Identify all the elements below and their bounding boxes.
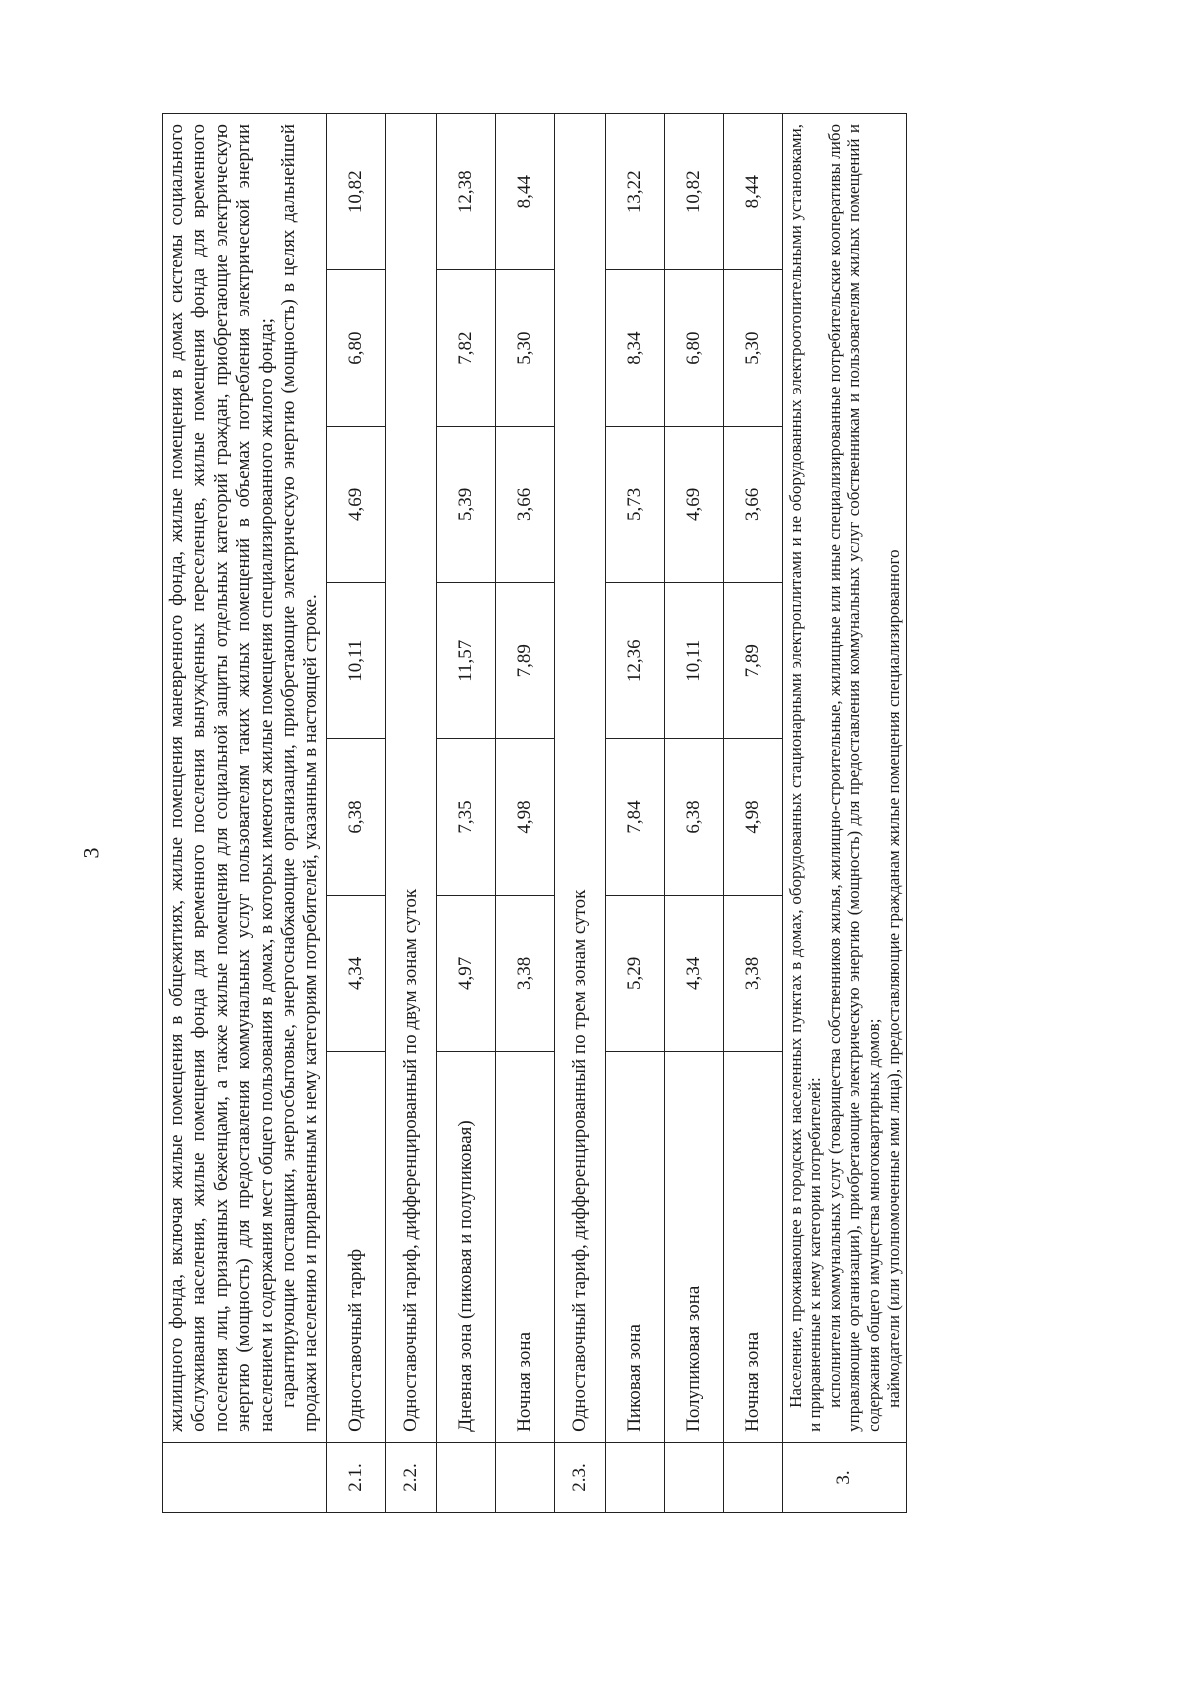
- row-value: 4,34: [326, 895, 385, 1051]
- section-3-paragraph-1: Население, проживающее в городских населенных пунктах в домах, оборудованных стационарными электроплитами и не оборудованных электроотопительными установками, и приравненные к нему категории потребителей:: [785, 124, 825, 1432]
- section-header: Одноставочный тариф, дифференцированный по трем зонам суток: [554, 114, 605, 1443]
- row-value: 4,34: [664, 895, 723, 1051]
- row-number: 2.1.: [326, 1442, 385, 1512]
- row-value: 5,30: [495, 270, 554, 426]
- row-value: 4,69: [326, 426, 385, 582]
- row-value: 7,89: [495, 583, 554, 739]
- section-header: Одноставочный тариф, дифференцированный по двум зонам суток: [385, 114, 436, 1443]
- row-value: 4,98: [495, 739, 554, 895]
- intro-text-cell: [163, 114, 327, 1443]
- intro-num-cell: [163, 1442, 327, 1512]
- row-value: 3,38: [723, 895, 782, 1051]
- row-value: 4,98: [723, 739, 782, 895]
- row-name: Ночная зона: [495, 1052, 554, 1443]
- row-value: 5,29: [605, 895, 664, 1051]
- table-row-section-3: [782, 114, 906, 1513]
- row-name: Пиковая зона: [605, 1052, 664, 1443]
- row-name: Полупиковая зона: [664, 1052, 723, 1443]
- tariff-table: [162, 113, 907, 1513]
- row-value: 10,82: [664, 114, 723, 270]
- row-value: 3,38: [495, 895, 554, 1051]
- rotated-table-wrapper: [162, 113, 1162, 1513]
- table-row: [605, 114, 664, 1513]
- row-value: 5,39: [436, 426, 495, 582]
- row-number: [723, 1442, 782, 1512]
- table-row-section-header: [554, 114, 605, 1513]
- row-value: 5,30: [723, 270, 782, 426]
- row-value: 8,44: [495, 114, 554, 270]
- row-number: [436, 1442, 495, 1512]
- page-number: 3: [78, 847, 104, 859]
- table-row-intro: [163, 114, 327, 1513]
- row-value: 5,73: [605, 426, 664, 582]
- section-3-paragraph-2: исполнители коммунальных услуг (товарищества собственников жилья, жилищно-строительные, жилищные или иные специализированные потребительские кооперативы либо управляющие организации), приобретающие электрическую энергию (мощность) для предоставления коммунальных услуг собственникам и пользователям жилых помещений и содержания общего имущества многоквартирных домов;: [824, 124, 884, 1432]
- table-row: [495, 114, 554, 1513]
- row-value: 8,34: [605, 270, 664, 426]
- row-value: 4,97: [436, 895, 495, 1051]
- row-value: 7,89: [723, 583, 782, 739]
- table-row: [664, 114, 723, 1513]
- table-row: [723, 114, 782, 1513]
- row-value: 3,66: [495, 426, 554, 582]
- row-name: Ночная зона: [723, 1052, 782, 1443]
- row-value: 13,22: [605, 114, 664, 270]
- row-value: 10,11: [326, 583, 385, 739]
- row-value: 6,38: [664, 739, 723, 895]
- row-number: 3.: [782, 1442, 906, 1512]
- row-value: 4,69: [664, 426, 723, 582]
- row-name: Дневная зона (пиковая и полупиковая): [436, 1052, 495, 1443]
- row-value: 10,82: [326, 114, 385, 270]
- row-number: 2.3.: [554, 1442, 605, 1512]
- intro-paragraph-2: гарантирующие поставщики, энергосбытовые, энергоснабжающие организации, приобретающие электрическую энергию (мощность) в целях дальнейшей продажи населению и приравненным к нему категориям потребителей, указанным в настоящей строке.: [278, 124, 322, 1432]
- row-number: [605, 1442, 664, 1512]
- table-row: [436, 114, 495, 1513]
- row-value: 10,11: [664, 583, 723, 739]
- row-number: [495, 1442, 554, 1512]
- row-value: 3,66: [723, 426, 782, 582]
- row-value: 6,38: [326, 739, 385, 895]
- row-value: 7,35: [436, 739, 495, 895]
- row-number: [664, 1442, 723, 1512]
- row-value: 12,36: [605, 583, 664, 739]
- row-name: Одноставочный тариф: [326, 1052, 385, 1443]
- row-number: 2.2.: [385, 1442, 436, 1512]
- row-value: 7,84: [605, 739, 664, 895]
- section-3-text: [782, 114, 906, 1443]
- row-value: 8,44: [723, 114, 782, 270]
- row-value: 11,57: [436, 583, 495, 739]
- intro-paragraph-1: жилищного фонда, включая жилые помещения в общежитиях, жилые помещения маневренного фонда, жилые помещения в домах системы социального обслуживания населения, жилые помещения фонда для временного поселения вынужденных переселенцев, жилые помещения фонда для временного поселения лиц, признанных беженцами, а также жилые помещения для социальной защиты отдельных категорий граждан, приобретающие электрическую энергию (мощность) для предоставления коммунальных услуг пользователям таких жилых помещений в объемах потребления электрической энергии населением и содержания мест общего пользования в домах, в которых имеются жилые помещения специализированного жилого фонда;: [166, 124, 277, 1432]
- section-3-paragraph-3: наймодатели (или уполномоченные ими лица), предоставляющие гражданам жилые помещения специализированного: [883, 549, 903, 1408]
- row-value: 6,80: [326, 270, 385, 426]
- table-row-section-header: [385, 114, 436, 1513]
- row-value: 12,38: [436, 114, 495, 270]
- table-row: [326, 114, 385, 1513]
- row-value: 6,80: [664, 270, 723, 426]
- row-value: 7,82: [436, 270, 495, 426]
